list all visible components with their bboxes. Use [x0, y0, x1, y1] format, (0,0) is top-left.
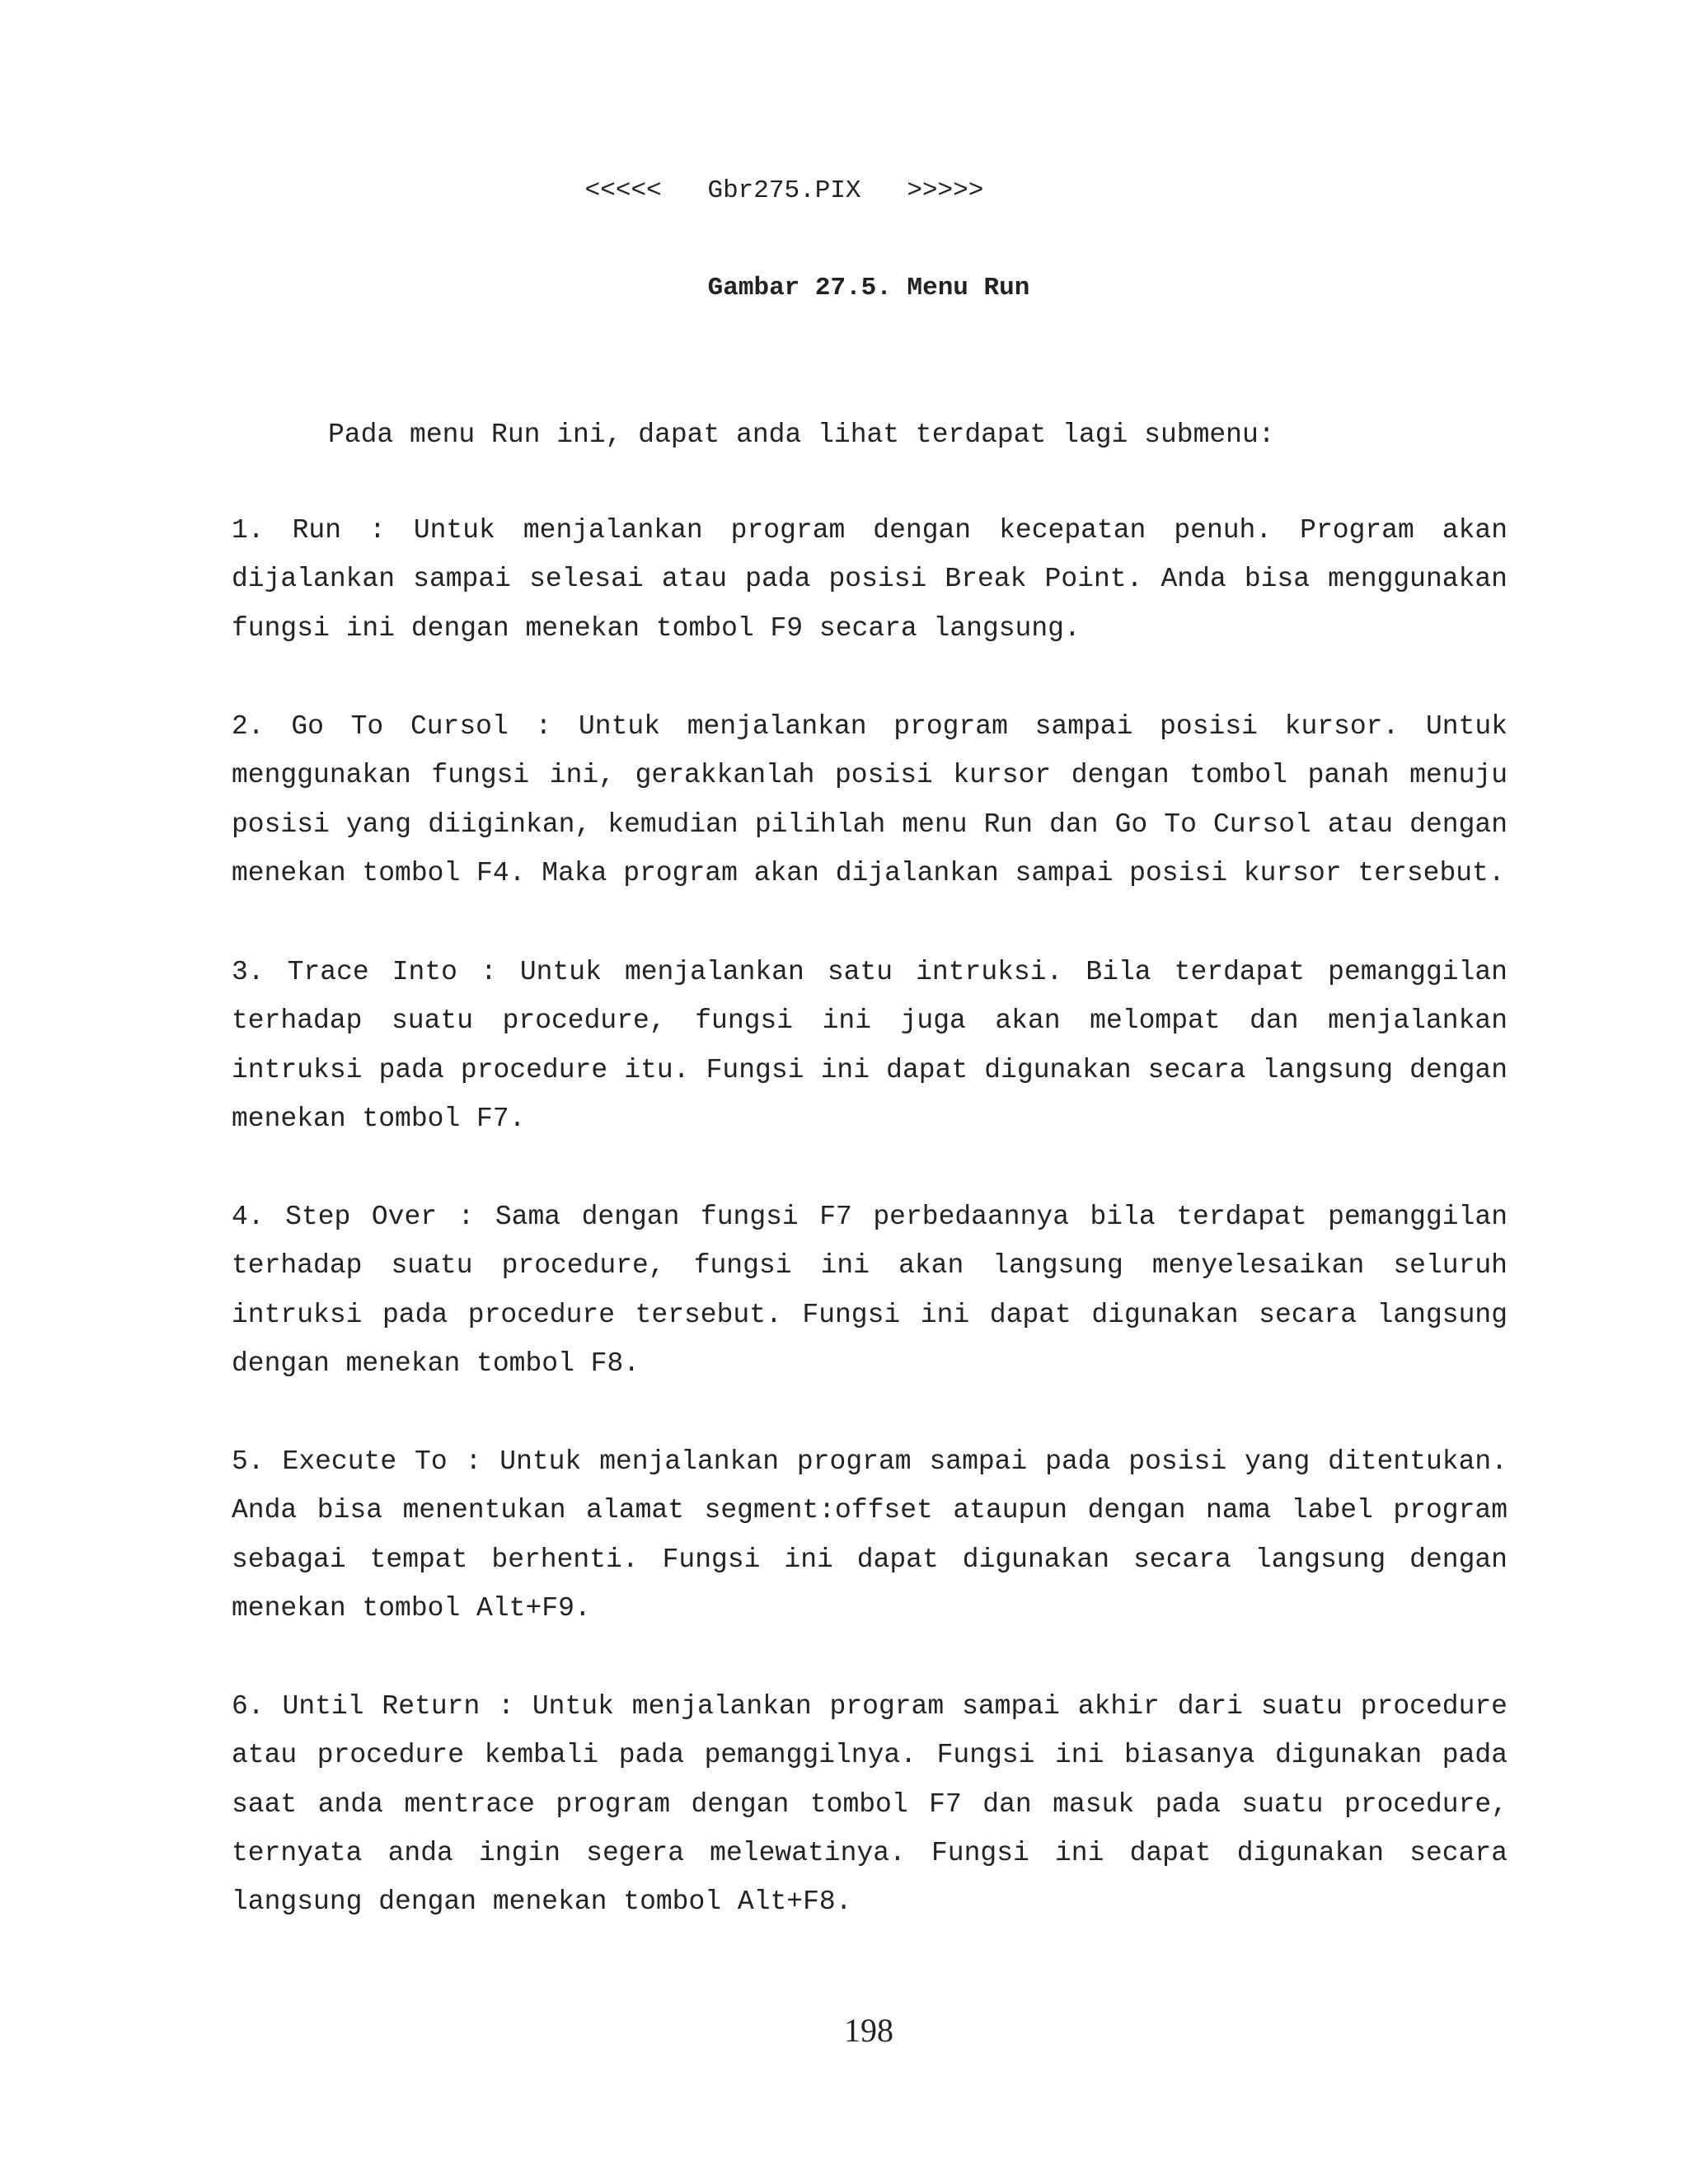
page-number: 198 — [844, 2012, 893, 2049]
list-item-until-return: 6. Until Return : Untuk menjalankan program sampai akhir dari suatu procedure atau procedure kembali pada pemanggilnya. Fungsi ini biasanya digunakan pada saat anda mentrace program dengan tombol F7 dan masuk pada suatu procedure, ternyata anda ingin segera melewatinya. Fungsi ini dapat digunakan secara langsung dengan menekan tombol Alt+F8. — [232, 1691, 1507, 1918]
list-item-go-to-cursol: 2. Go To Cursol : Untuk menjalankan program sampai posisi kursor. Untuk menggunakan fungsi ini, gerakkanlah posisi kursor dengan tombol panah menuju posisi yang diiginkan, kemudian pilihlah menu Run dan Go To Cursol atau dengan menekan tombol F4. Maka program akan dijalankan sampai posisi kursor tersebut. — [232, 711, 1507, 888]
figure-caption: Gambar 27.5. Menu Run — [707, 274, 1030, 302]
list-item-step-over: 4. Step Over : Sama dengan fungsi F7 perbedaannya bila terdapat pemanggilan terhadap suatu procedure, fungsi ini akan langsung menyelesaikan seluruh intruksi pada procedure tersebut. Fungsi ini dapat digunakan secara langsung dengan menekan tombol F8. — [232, 1202, 1507, 1379]
figure-placeholder: <<<<< Gbr275.PIX >>>>> — [584, 176, 984, 205]
list-item-execute-to: 5. Execute To : Untuk menjalankan program sampai pada posisi yang ditentukan. Anda bisa menentukan alamat segment:offset ataupun dengan nama label program sebagai tempat berhenti. Fungsi ini dapat digunakan secara langsung dengan menekan tombol Alt+F9. — [232, 1446, 1507, 1624]
list-item-trace-into: 3. Trace Into : Untuk menjalankan satu intruksi. Bila terdapat pemanggilan terhadap suatu procedure, fungsi ini juga akan melompat dan menjalankan intruksi pada procedure itu. Fungsi ini dapat digunakan secara langsung dengan menekan tombol F7. — [232, 957, 1507, 1134]
list-item-run: 1. Run : Untuk menjalankan program dengan kecepatan penuh. Program akan dijalankan sampai selesai atau pada posisi Break Point. Anda bisa menggunakan fungsi ini dengan menekan tombol F9 secara langsung. — [232, 515, 1507, 644]
intro-paragraph: Pada menu Run ini, dapat anda lihat terdapat lagi submenu: — [328, 419, 1275, 450]
